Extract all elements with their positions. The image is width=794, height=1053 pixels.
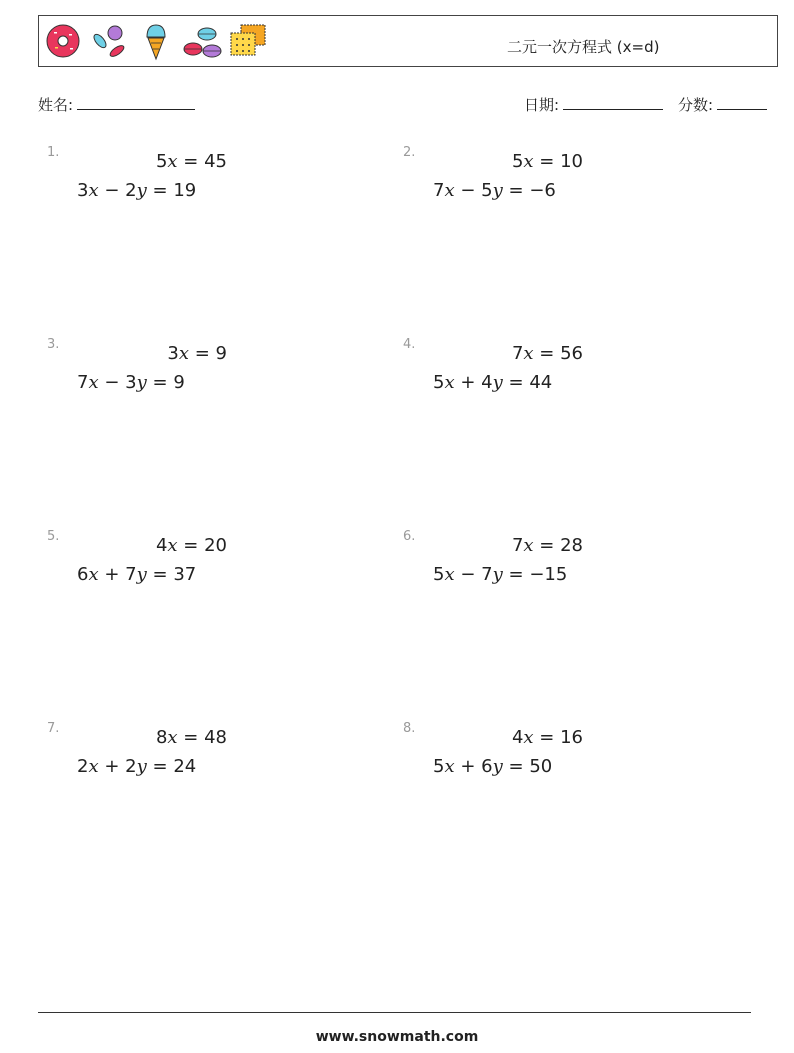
problem-item: [403, 529, 703, 599]
problem-item: [47, 145, 347, 215]
name-blank[interactable]: [77, 95, 195, 110]
equation-2: 7x − 5y = −6: [433, 180, 556, 201]
cracker-icon: [229, 21, 269, 61]
problem-number: 1.: [47, 145, 60, 160]
equation-1: 4x = 16: [511, 727, 583, 748]
macaron-icon: [181, 21, 223, 61]
problem-item: [47, 529, 347, 599]
problem-item: [47, 721, 347, 791]
footer-website[interactable]: www.snowmath.com: [315, 1029, 479, 1045]
problem-item: [47, 337, 347, 407]
ice-cream-icon: [139, 21, 173, 61]
equation-2: 2x + 2y = 24: [77, 756, 197, 777]
equation-2: 5x + 4y = 44: [433, 372, 553, 393]
score-label: 分数:: [678, 96, 714, 114]
equation-1: 4x = 20: [155, 535, 227, 556]
problem-number: 7.: [47, 721, 60, 736]
equation-2: 6x + 7y = 37: [77, 564, 197, 585]
score-blank[interactable]: [717, 95, 767, 110]
name-field[interactable]: [38, 94, 195, 115]
equation-1: 5x = 10: [511, 151, 583, 172]
candy-icon: [89, 21, 129, 61]
equation-1: 7x = 28: [511, 535, 583, 556]
problem-item: [403, 145, 703, 215]
worksheet-header: [38, 15, 778, 67]
date-label: 日期:: [524, 96, 560, 114]
equation-2: 3x − 2y = 19: [77, 180, 197, 201]
problem-number: 4.: [403, 337, 416, 352]
equation-1: 7x = 56: [511, 343, 583, 364]
equation-1: 5x = 45: [155, 151, 227, 172]
problem-number: 3.: [47, 337, 60, 352]
date-blank[interactable]: [563, 95, 663, 110]
problem-number: 6.: [403, 529, 416, 544]
problem-number: 8.: [403, 721, 416, 736]
problem-number: 2.: [403, 145, 416, 160]
worksheet-title: 二元一次方程式 (x=d): [507, 38, 660, 56]
problem-item: [403, 337, 703, 407]
problem-item: [403, 721, 703, 791]
footer-divider: [38, 1012, 751, 1013]
name-label: 姓名:: [38, 96, 74, 114]
score-field[interactable]: [678, 94, 767, 115]
date-field[interactable]: [524, 94, 663, 115]
equation-2: 5x − 7y = −15: [433, 564, 568, 585]
equation-1: 3x = 9: [167, 343, 227, 364]
donut-icon: [45, 21, 83, 61]
equation-2: 7x − 3y = 9: [77, 372, 185, 393]
equation-2: 5x + 6y = 50: [433, 756, 553, 777]
problem-number: 5.: [47, 529, 60, 544]
equation-1: 8x = 48: [155, 727, 227, 748]
